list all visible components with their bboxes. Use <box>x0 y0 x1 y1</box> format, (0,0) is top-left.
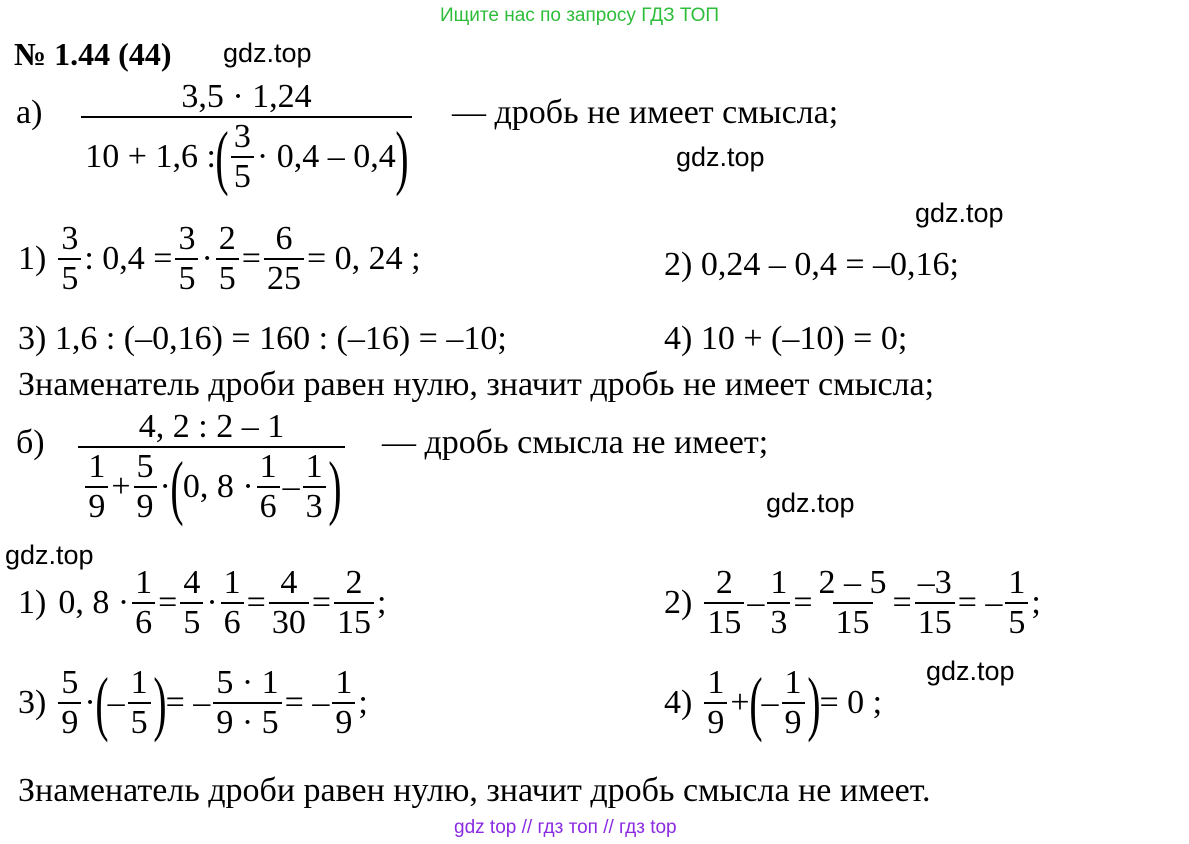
result: = 0 ; <box>819 684 883 721</box>
watermark: gdz.top <box>676 142 765 172</box>
fraction: $\frac{6}{25}$ <box>264 222 304 296</box>
watermark: gdz.top <box>926 656 1015 686</box>
operator: · <box>201 240 213 277</box>
part-a-step-4: 4) 10 + (–10) = 0; <box>664 320 908 357</box>
part-a-step-2: 2) 0,24 – 0,4 = –0,16; <box>664 246 959 283</box>
fraction: $\frac{4}{30}$ <box>269 566 309 640</box>
operator: = – <box>957 584 1003 621</box>
fraction: 1 9 <box>332 666 355 740</box>
operand: 0, 8 · <box>58 584 130 621</box>
part-b-comment: — дробь смысла не имеет; <box>382 424 769 461</box>
paren-close: ) <box>328 447 342 527</box>
paren-open: ( <box>215 117 229 197</box>
fraction: 1 6 <box>257 450 280 524</box>
part-b-step-4 <box>664 663 883 743</box>
operator: – <box>761 684 779 721</box>
step-label: 4) <box>664 684 693 721</box>
fraction: $\frac{5}{9}$ <box>134 450 157 524</box>
paren-open: ( <box>170 447 184 527</box>
terminator: ; <box>358 684 368 721</box>
fraction: 3 5 <box>231 120 254 194</box>
operator: = <box>246 584 266 621</box>
watermark: gdz.top <box>223 38 312 68</box>
paren-close: ) <box>395 117 409 197</box>
fraction: $\frac{2}{5}$ <box>216 222 239 296</box>
step-label: 1) <box>18 240 47 277</box>
operator: + <box>730 684 750 721</box>
fraction: 1 5 <box>128 666 151 740</box>
fraction: 1 3 <box>303 450 326 524</box>
part-a-fraction <box>60 78 433 197</box>
step-label: 2) <box>664 584 693 621</box>
terminator: ; <box>1031 584 1041 621</box>
part-a-numerator: 3,5 · 1,24 <box>181 78 312 115</box>
part-a-den-prefix: 10 + 1,6 : <box>85 138 216 175</box>
terminator: ; <box>377 584 387 621</box>
part-b-conclusion: Знаменатель дроби равен нулю, значит дробь смысла не имеет. <box>18 772 931 809</box>
part-a-denominator <box>81 116 411 197</box>
problem-title: № 1.44 (44) <box>14 36 172 72</box>
operator: = – <box>284 684 330 721</box>
watermark: gdz.top <box>5 540 94 570</box>
part-a-step-3: 3) 1,6 : (–0,16) = 160 : (–16) = –10; <box>18 320 507 357</box>
fraction: $\frac{1}{6}$ <box>221 566 244 640</box>
operator: – <box>107 684 125 721</box>
fraction: 1 9 <box>782 666 805 740</box>
part-a-conclusion: Знаменатель дроби равен нулю, значит дробь не имеет смысла; <box>18 366 935 403</box>
step-label: 3) <box>18 684 47 721</box>
part-a-comment: — дробь не имеет смысла; <box>452 94 839 131</box>
fraction: 5 9 <box>58 666 81 740</box>
operator: : 0,4 = <box>84 240 173 277</box>
operator: – <box>747 584 765 621</box>
step-label: 1) <box>18 584 47 621</box>
fraction: $\frac{1}{3}$ <box>767 566 790 640</box>
part-a-label: а) <box>16 94 43 131</box>
fraction: $\frac{5 \cdot 1}{9 \cdot 5}$ <box>213 666 281 740</box>
operator: · <box>206 584 218 621</box>
search-banner: Ищите нас по запросу ГДЗ ТОП <box>440 5 720 26</box>
fraction: 3 5 <box>58 222 81 296</box>
paren-close: ) <box>153 663 167 743</box>
operator: = – <box>165 684 211 721</box>
part-b-step-3 <box>18 663 368 743</box>
part-a-den-tail: · 0,4 – 0,4 <box>256 138 396 175</box>
operator: · <box>84 684 96 721</box>
part-b-fraction <box>60 408 363 527</box>
fraction: 1 9 <box>85 450 108 524</box>
operator: = <box>311 584 332 621</box>
fraction: $\frac{2}{15}$ <box>334 566 374 640</box>
paren-close: ) <box>806 663 821 743</box>
fraction: $\frac{3}{5}$ <box>175 222 198 296</box>
operator: = <box>892 584 912 621</box>
operand: 0, 8 · <box>182 468 254 505</box>
fraction: 2 15 <box>704 566 744 640</box>
operator: – <box>282 468 300 505</box>
part-b-step-2 <box>664 566 1041 640</box>
operator: · <box>159 468 171 505</box>
footer-watermark: gdz top // гдз топ // гдз top <box>454 817 677 838</box>
part-b-step-1 <box>18 566 387 640</box>
operator: = <box>793 584 813 621</box>
operator: = <box>158 584 178 621</box>
operator: + <box>111 468 131 505</box>
part-b-numerator: 4, 2 : 2 – 1 <box>138 408 285 445</box>
operator: = <box>241 240 261 277</box>
fraction: $\frac{-3}{15}$ <box>915 566 955 640</box>
fraction: 1 9 <box>704 666 727 740</box>
part-b-label: б) <box>16 424 45 461</box>
paren-open: ( <box>748 663 763 743</box>
watermark: gdz.top <box>766 488 855 518</box>
watermark: gdz.top <box>915 198 1004 228</box>
part-a-step-1 <box>18 222 421 296</box>
paren-open: ( <box>95 663 109 743</box>
part-b-denominator <box>78 446 344 527</box>
fraction: $\frac{2 - 5}{15}$ <box>818 564 887 641</box>
result: = 0, 24 ; <box>306 240 421 277</box>
fraction: $\frac{4}{5}$ <box>180 566 203 640</box>
fraction: 1 5 <box>1005 566 1028 640</box>
fraction: $\frac{1}{6}$ <box>132 566 155 640</box>
